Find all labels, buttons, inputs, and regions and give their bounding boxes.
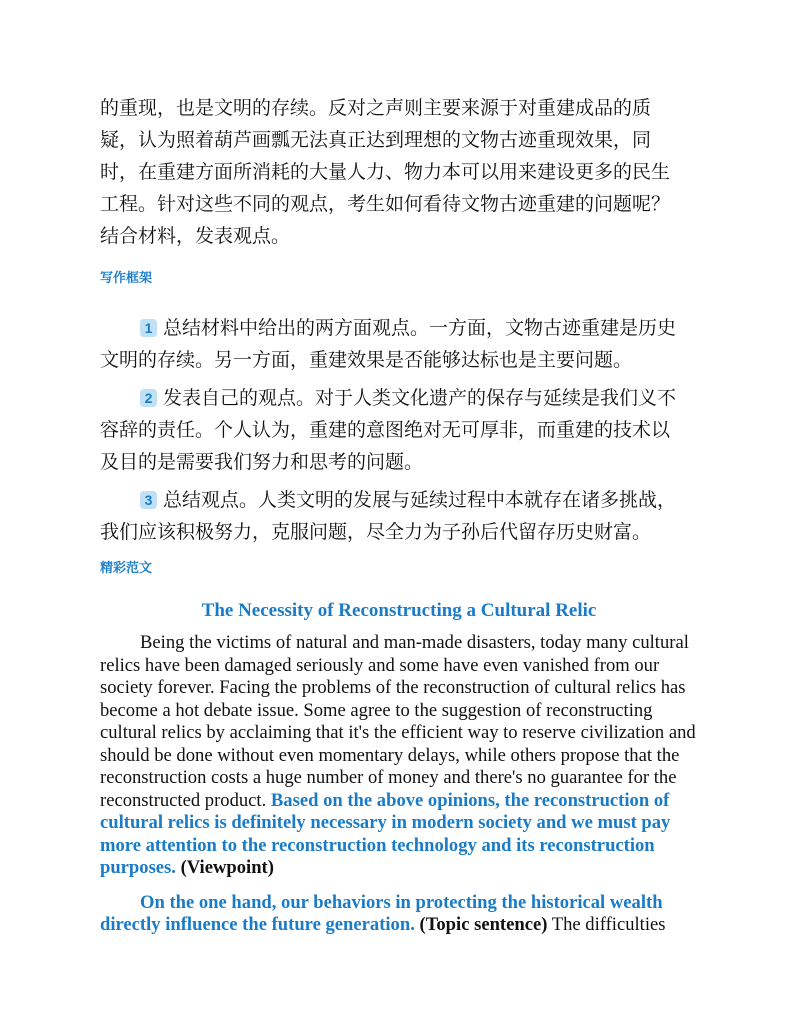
- intro-line: 疑，认为照着葫芦画瓢无法真正达到理想的文物古迹重现效果，同: [100, 129, 652, 151]
- framework-list: [100, 312, 698, 548]
- framework-heading: 写作框架: [100, 271, 153, 286]
- intro-line: 工程。针对这些不同的观点，考生如何看待文物古迹重建的问题呢？: [100, 193, 671, 215]
- essay-heading: 精彩范文: [100, 561, 153, 576]
- intro-paragraph: [100, 92, 698, 252]
- framework-text: 及目的是需要我们努力和思考的问题。: [100, 451, 424, 473]
- framework-text: 总结观点。人类文明的发展与延续过程中本就存在诸多挑战，: [163, 489, 677, 511]
- essay-body: [100, 632, 698, 937]
- framework-item-2: [100, 382, 698, 478]
- viewpoint-tag: (Viewpoint): [180, 857, 274, 878]
- essay-paragraph: [100, 632, 698, 880]
- topic-tag: (Topic sentence): [419, 914, 548, 935]
- number-badge: 2: [140, 389, 157, 407]
- framework-text: 容辞的责任。个人认为，重建的意图绝对无可厚非，而重建的技术以: [100, 419, 671, 441]
- essay-text: Being the victims of natural and man-made disasters, today many cultural relics have been damaged seriously and some have even vanished from our society forever. Facing the problems of the reconstruction of cultural relics has become a hot debate issue. Some agree to the suggestion of reconstructing cultural relics by acclaiming that it's the efficient way to reserve civilization and should be done without even momentary delays, while others propose that the reconstruction costs a huge number of money and there's no guarantee for the reconstructed product.: [100, 632, 696, 811]
- viewpoint-sentence: Based on the above opinions, the reconstruction of cultural relics is definitely necessary in modern society and we must pay more attention to the reconstruction technology and its reconstruction purposes.: [100, 789, 671, 878]
- essay-text: The difficulties: [551, 914, 666, 935]
- intro-line: 的重现，也是文明的存续。反对之声则主要来源于对重建成品的质: [100, 97, 652, 119]
- essay-paragraph: [100, 892, 698, 937]
- intro-line: 结合材料，发表观点。: [100, 225, 291, 247]
- framework-text: 总结材料中给出的两方面观点。一方面，文物古迹重建是历史: [163, 317, 677, 339]
- framework-item-3: [100, 484, 698, 548]
- topic-sentence: On the one hand, our behaviors in protecting the historical wealth directly influence the future generation.: [100, 891, 663, 935]
- essay-title: The Necessity of Reconstructing a Cultural Relic: [201, 600, 597, 621]
- intro-line: 时，在重建方面所消耗的大量人力、物力本可以用来建设更多的民生: [100, 161, 671, 183]
- framework-item-1: [100, 312, 698, 376]
- number-badge: 1: [140, 319, 157, 337]
- number-badge: 3: [140, 491, 157, 509]
- framework-text: 发表自己的观点。对于人类文化遗产的保存与延续是我们义不: [163, 387, 677, 409]
- framework-text: 我们应该积极努力，克服问题，尽全力为子孙后代留存历史财富。: [100, 521, 652, 543]
- framework-text: 文明的存续。另一方面，重建效果是否能够达标也是主要问题。: [100, 349, 633, 371]
